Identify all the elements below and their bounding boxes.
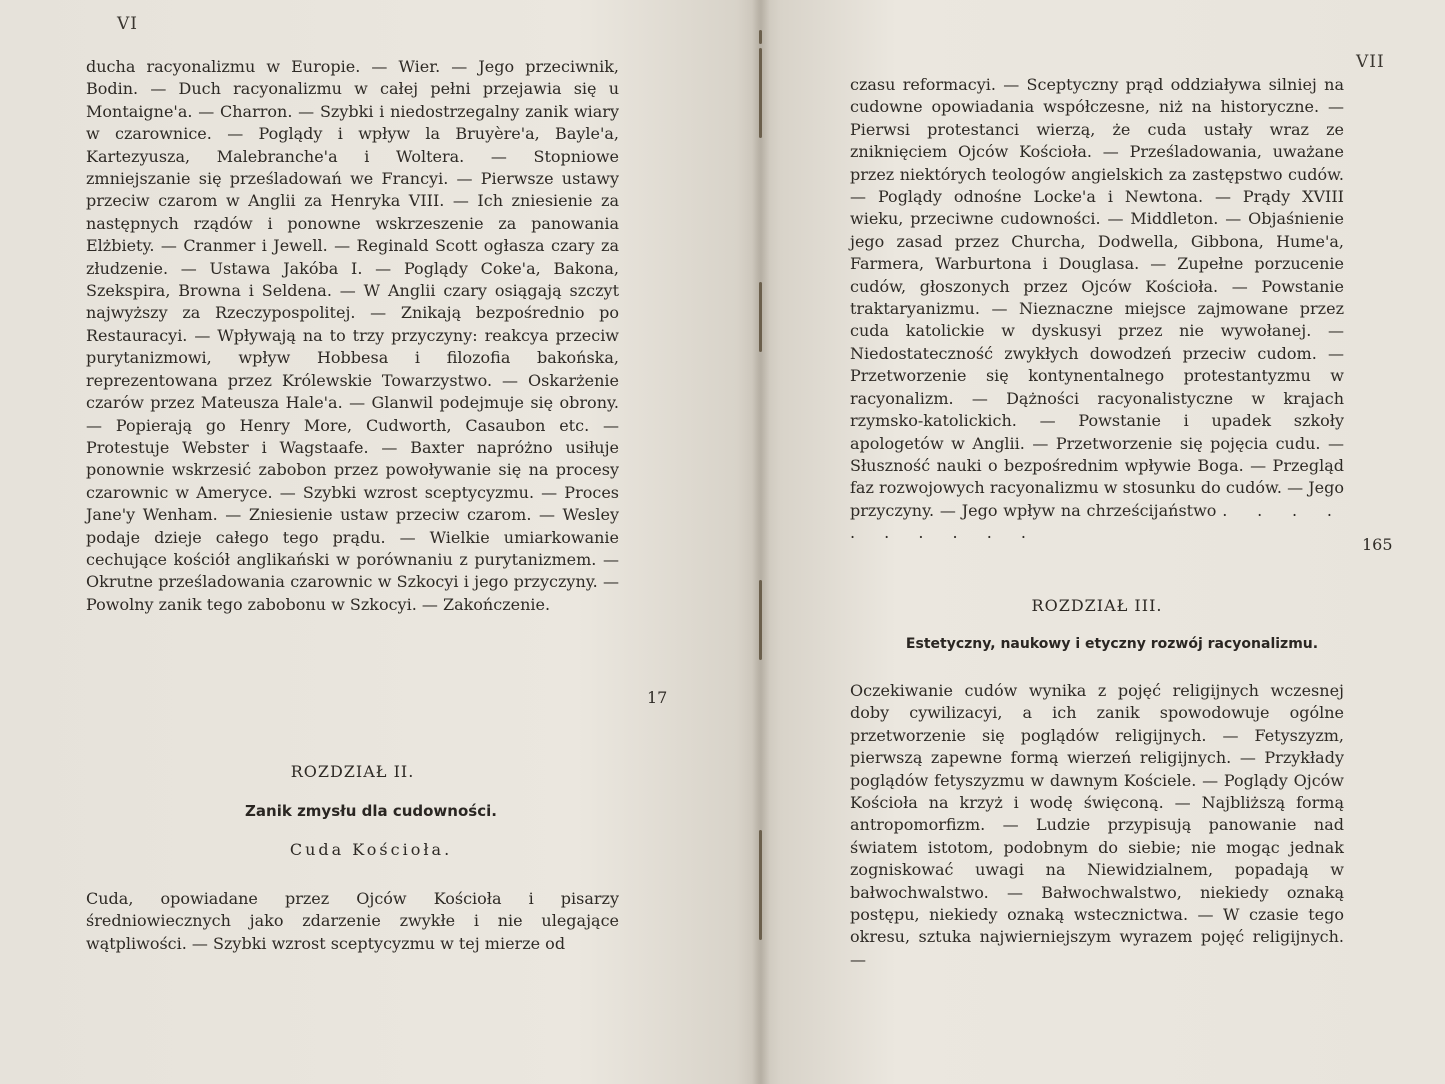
running-head-left: VI — [117, 14, 138, 34]
binding-stitch — [759, 48, 762, 138]
toc-entry-chapter-2 — [86, 888, 619, 955]
binding-stitch — [759, 830, 762, 940]
section-title: Cuda Kościoła. — [289, 840, 453, 859]
toc-text: ducha racyonalizmu w Europie. — Wier. — Jego przeciwnik, Bodin. — Duch racyonalizmu w całej pełni przejawia się u Montaigne'a. — Charron. — Szybki i niedostrzegalny zanik wiary w czarownice. — Poglądy i wpływ la Bruyère'a, Bayle'a, Kartezyusza, Malebranche'a i Woltera. — Stopniowe zmniejszanie się prześladowań we Francyi. — Pierwsze ustawy przeciw czarom w Anglii za Henryka VIII. — Ich zniesienie za następnych rządów i ponowne wskrzeszenie za panowania Elżbiety. — Cranmer i Jewell. — Reginald Scott ogłasza czary za złudzenie. — Ustawa Jakóba I. — Poglądy Coke'a, Bakona, Szekspira, Browna i Seldena. — W Anglii czary osiągają szczyt najwyższy za Rzeczypospolitej. — Znikają bezpośrednio po Restauracyi. — Wpływają na to trzy przyczyny: reakcya przeciw purytanizmowi, wpływ Hobbesa i filozofia bakońska, reprezentowana przez Królewskie Towarzystwo. — Oskarżenie czarów przez Mateusza Hale'a. — Glanwil podejmuje się obrony. — Popierają go Henry More, Cudworth, Casaubon etc. — Protestuje Webster i Wagstaafe. — Baxter napróżno usiłuje ponownie wskrzesić zabobon przez powoływanie się na procesy czarownic w Ameryce. — Szybki wzrost sceptycyzmu. — Proces Jane'y Wenham. — Zniesienie ustaw przeciw czarom. — Wesley podaje dzieje całego tego prądu. — Wielkie umiarkowanie cechujące kościół anglikański w porównaniu z purytanizmem. — Okrutne prześladowania czarownic w Szkocyi i jego przyczyny. — Powolny zanik tego zabobonu w Szkocyi. — Zakończenie. — [86, 57, 619, 614]
toc-text-body: czasu reformacyi. — Sceptyczny prąd oddziaływa silniej na cudowne opowiadania współczesne, niż na historyczne. — Pierwsi protestanci wierzą, że cuda ustały wraz ze zniknięciem Ojców Kościoła. — Prześladowania, uważane przez niektórych teologów angielskich za zastępstwo cudów. — Poglądy odnośne Locke'a i Newtona. — Prądy XVIII wieku, przeciwne cudowności. — Middleton. — Objaśnienie jego zasad przez Churcha, Dodwella, Gibbona, Hume'a, Farmera, Warburtona i Douglasa. — Zupełne porzucenie cudów, głoszonych przez Ojców Kościoła. — Powstanie traktaryanizmu. — Nieznaczne miejsce zajmowane przez cuda katolickie w dyskusyi przez nie wywołanej. — Niedostateczność zwykłych dowodzeń przeciw cudom. — Przetworzenie się kontynentalnego protestantyzmu w racyonalizm. — Dążności racyonalistyczne w krajach rzymsko-katolickich. — Powstanie i upadek szkoły apologetów w Anglii. — Przetworzenie się pojęcia cudu. — Słuszność nauki o bezpośrednim wpływie Boga. — Przegląd faz rozwojowych racyonalizmu w stosunku do cudów. — Jego przyczyny. — Jego wpływ na chrześcijaństwo — [850, 75, 1344, 520]
toc-page-number: 17 — [647, 688, 668, 707]
section-text: Oczekiwanie cudów wynika z pojęć religijnych wczesnej doby cywilizacyi, a ich zanik spowodowuje ogólne przetworzenie się poglądów religijnych. — Fetyszyzm, pierwszą zapewne formą wierzeń religijnych. — Przykłady poglądów fetyszyzmu w dawnym Kościele. — Poglądy Ojców Kościoła na krzyż i wodę święconą. — Najbliższą formą antropomorfizm. — Ludzie przypisują panowanie nad światem istotom, podobnym do siebie; nie mogąc jednak zogniskować uwagi na Niewidzialnem, popadają w bałwochwalstwo. — Bałwochwalstwo, niekiedy oznaką postępu, niekiedy oznaką wstecznictwa. — W czasie tego okresu, sztuka najwierniejszym wyrazem pojęć religijnych. — — [850, 681, 1344, 969]
toc-page-number: 165 — [1362, 535, 1393, 554]
binding-stitch — [759, 30, 762, 44]
chapter-title: Estetyczny, naukowy i etyczny rozwój racyonalizmu. — [905, 636, 1319, 652]
chapter-heading: ROZDZIAŁ III. — [1031, 596, 1163, 615]
section-text: Cuda, opowiadane przez Ojców Kościoła i pisarzy średniowiecznych jako zdarzenie zwykłe i nie ulegające wątpliwości. — Szybki wzrost sceptycyzmu w tej mierze od — [86, 889, 619, 953]
binding-stitch — [759, 282, 762, 352]
running-head-right: VII — [1356, 52, 1385, 72]
chapter-title: Zanik zmysłu dla cudowności. — [245, 802, 497, 820]
toc-leader-dots: . . . . . . . . . . — [850, 500, 1344, 543]
chapter-heading: ROZDZIAŁ II. — [290, 762, 415, 781]
toc-text — [850, 74, 1344, 545]
binding-stitch — [759, 580, 762, 660]
toc-entry-chapter-1-continued — [86, 56, 619, 616]
toc-entry-chapter-3 — [850, 680, 1344, 971]
toc-entry-chapter-2-continued — [850, 74, 1344, 545]
